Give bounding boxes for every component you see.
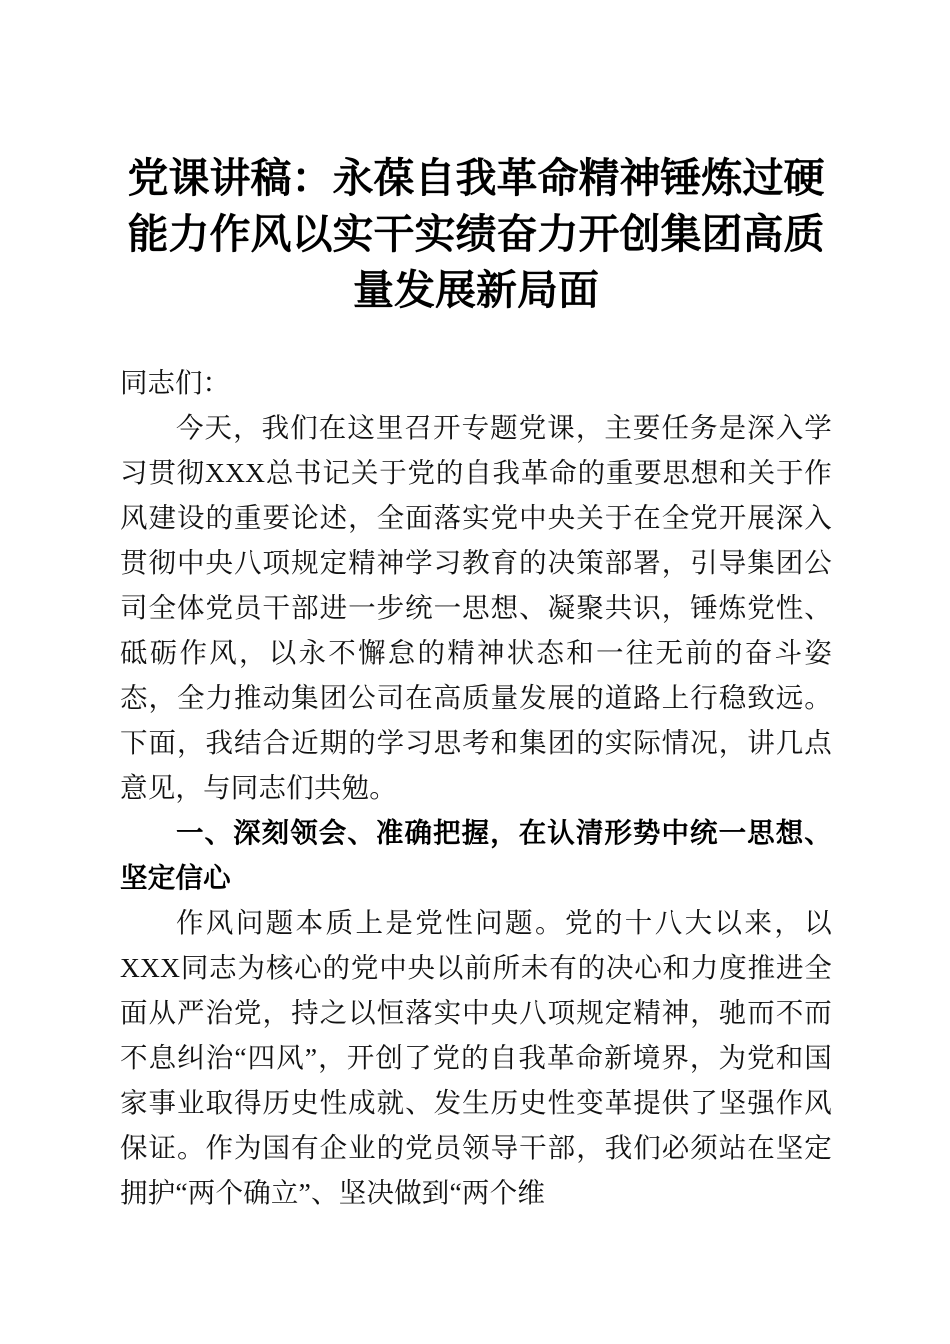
page-title: 党课讲稿：永葆自我革命精神锤炼过硬能力作风以实干实绩奋力开创集团高质量发展新局面 (127, 155, 825, 313)
salutation: 同志们： (120, 367, 230, 398)
section-heading-1: 一、深刻领会、准确把握，在认清形势中统一思想、坚定信心 (120, 817, 832, 893)
body-paragraph-2: 作风问题本质上是党性问题。党的十八大以来，以XXX同志为核心的党中央以前所未有的决心和力度推进全面从严治党，持之以恒落实中央八项规定精神，驰而不而不息纠治“四风”，开创了党的自我革命新境界，为党和国家事业取得历史性成就、发生历史性变革提供了坚强作风保证。作为国有企业的党员领导干部，我们必须站在坚定拥护“两个确立”、坚决做到“两个维 (120, 907, 832, 1208)
document-content (120, 150, 832, 1215)
document-body (120, 360, 832, 1215)
body-paragraph-1: 今天，我们在这里召开专题党课，主要任务是深入学习贯彻XXX总书记关于党的自我革命的重要思想和关于作风建设的重要论述，全面落实党中央关于在全党开展深入贯彻中央八项规定精神学习教育的决策部署，引导集团公司全体党员干部进一步统一思想、凝聚共识，锤炼党性、砥砺作风，以永不懈怠的精神状态和一往无前的奋斗姿态，全力推动集团公司在高质量发展的道路上行稳致远。下面，我结合近期的学习思考和集团的实际情况，讲几点意见，与同志们共勉。 (120, 412, 832, 803)
